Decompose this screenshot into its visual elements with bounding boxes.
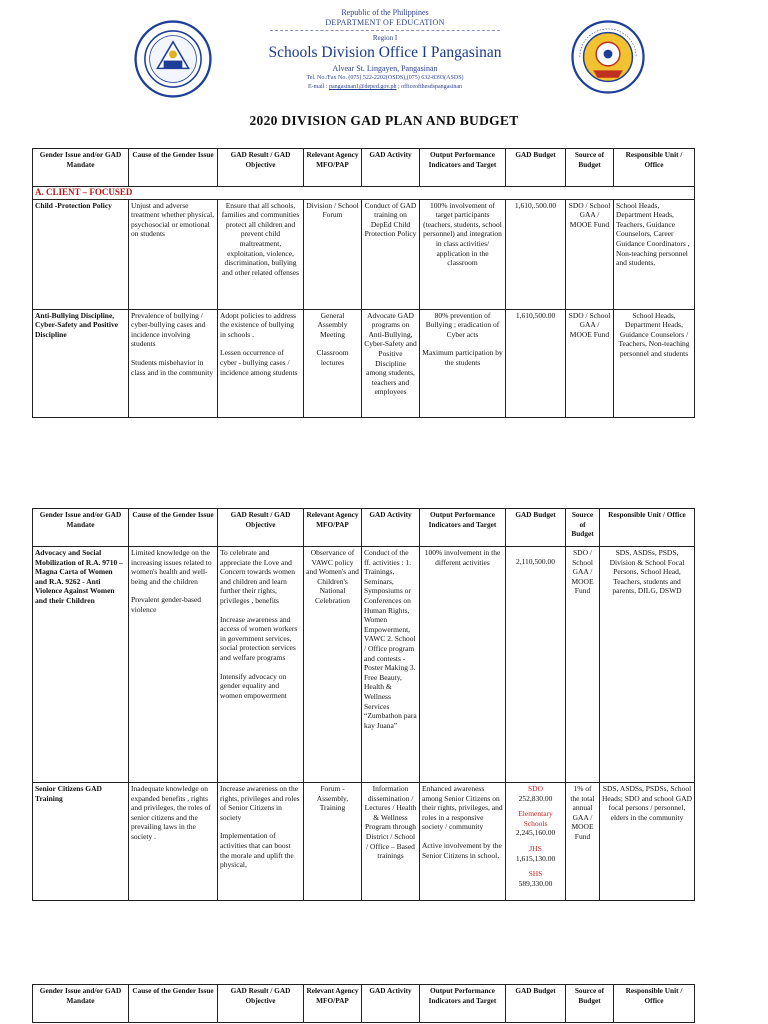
column-header: Output Performance Indicators and Target <box>420 509 506 547</box>
budget-label-sdo: SDO <box>527 784 543 793</box>
cell-activity: Conduct of the ff. activities : 1. Trainings, Seminars, Symposiums or Conferences on Human Rights, Women Empowerment, VAWC 2. School / Office program and contests - Poster Making 3. Free Beauty, Health & Wellness Services “Zumbathon para kay Juana” <box>362 547 420 783</box>
cell-unit: School Heads, Department Heads, Teachers, Guidance Counselors, Career Guidance Coordinators , Non-teaching personnel and students, <box>614 199 695 309</box>
result-text: To celebrate and appreciate the Love and Concern towards women and children and learn further their rights, privileges , benefits <box>220 548 295 605</box>
column-header: Responsible Unit / Office <box>600 509 695 547</box>
column-header: Gender Issue and/or GAD Mandate <box>33 149 129 187</box>
budget-label-shs: SHS <box>528 869 543 879</box>
budget-label-elementary: Elementary Schools <box>518 809 553 828</box>
column-header: Cause of the Gender Issue <box>129 985 218 1023</box>
column-header: GAD Result / GAD Objective <box>218 509 304 547</box>
region-label: Region I <box>372 34 398 42</box>
column-header: Gender Issue and/or GAD Mandate <box>33 985 129 1023</box>
result-text: Intensify advocacy on gender equality and women empowerment <box>220 671 287 700</box>
cell-issue: Advocacy and Social Mobilization of R.A. 9710 – Magna Carta of Women and R.A. 9262 - Anti Violence Against Women and their Children <box>33 547 129 783</box>
result-text: Increase awareness on the rights, privileges and roles of Senior Citizens in society <box>220 784 300 822</box>
cell-result <box>218 547 304 783</box>
letterhead-divider <box>270 30 500 31</box>
column-header: GAD Result / GAD Objective <box>218 149 304 187</box>
cell-issue: Anti-Bullying Discipline, Cyber-Safety and Positive Discipline <box>33 309 129 417</box>
gad-plan-table-1 <box>32 148 695 418</box>
column-header: Responsible Unit / Office <box>614 149 695 187</box>
office-name: Schools Division Office I Pangasinan <box>268 44 502 61</box>
cell-unit: SDS, ASDSs, PSDS, Division & School Focal Persons, School Head, Teachers, students and parents, DILG, DSWD <box>600 547 695 783</box>
result-text: Implementation of activities that can boost the morale and uplift the physical, <box>220 831 294 870</box>
cell-activity: Information dissemination / Lectures / Health & Wellness Program through District / School / Office – Based trainings <box>362 783 420 901</box>
table-header-row <box>33 509 695 547</box>
table-header-row <box>33 149 695 187</box>
column-header: Cause of the Gender Issue <box>129 149 218 187</box>
republic-label: Republic of the Philippines <box>341 8 429 17</box>
output-text: Maximum participation by the students <box>422 348 503 367</box>
cell-budget <box>506 783 566 901</box>
column-header: GAD Budget <box>506 985 566 1023</box>
result-text: Adopt policies to address the existence of bullying in schools . <box>220 310 297 339</box>
column-header: GAD Activity <box>362 509 420 547</box>
budget-value: 2,110,500.00 <box>515 557 556 566</box>
cause-text: Limited knowledge on the increasing issues related to women's health and well-being and the children <box>131 548 212 586</box>
cell-budget: 1,610,500.00 <box>506 309 566 417</box>
budget-value-jhs: 1,615,130.00 <box>515 853 556 863</box>
cell-result <box>218 309 304 417</box>
table-row <box>33 783 695 901</box>
cell-cause: Unjust and adverse treatment whether physical, psychosocial or emotional on students <box>129 199 218 309</box>
cause-text: Students misbehavior in class and in the community <box>131 357 214 377</box>
cell-output: 100% involvement in the different activities <box>420 547 506 783</box>
cell-output <box>420 783 506 901</box>
output-text: Enhanced awareness among Senior Citizens on their rights, privileges, and roles in a responsive society / community <box>422 784 503 832</box>
column-header: Relevant Agency MFO/PAP <box>304 509 362 547</box>
letterhead <box>180 8 590 91</box>
mfo-text: General Assembly Meeting <box>317 310 348 339</box>
email-link[interactable]: pangasinan1@deped.gov.ph <box>329 84 397 90</box>
gad-plan-table-2 <box>32 508 695 901</box>
column-header: Relevant Agency MFO/PAP <box>304 985 362 1023</box>
column-header: GAD Budget <box>506 149 566 187</box>
column-header: GAD Budget <box>506 509 566 547</box>
table-row <box>33 309 695 417</box>
section-label: A. CLIENT – FOCUSED <box>33 187 695 200</box>
cell-unit: SDS, ASDSs, PSDSs, School Heads; SDO and school GAD focal persons / personnel, elders in the community <box>600 783 695 901</box>
cell-output: 100% involvement of target participants (teachers, students, school personnel) and integration in class activities/ application in the classroom <box>420 199 506 309</box>
column-header: GAD Activity <box>362 149 420 187</box>
cell-budget: 1,610,.500.00 <box>506 199 566 309</box>
output-text: 80% prevention of Bullying ; eradication of Cyber acts <box>425 310 500 339</box>
cell-source: SDO / School GAA / MOOE Fund <box>566 199 614 309</box>
column-header: GAD Activity <box>362 985 420 1023</box>
document-title: 2020 DIVISION GAD PLAN AND BUDGET <box>249 113 519 128</box>
column-header: Gender Issue and/or GAD Mandate <box>33 509 129 547</box>
cell-source: SDO / School GAA / MOOE Fund <box>566 309 614 417</box>
column-header: Source of Budget <box>566 509 600 547</box>
column-header: Cause of the Gender Issue <box>129 509 218 547</box>
cause-text: Prevalence of bullying / cyber-bullying cases and incidence involving students <box>131 310 206 349</box>
result-text: Lessen occurrence of cyber - bullying cases / incidence among students <box>220 348 298 377</box>
table-row <box>33 547 695 783</box>
department-label: DEPARTMENT OF EDUCATION <box>325 18 445 27</box>
gad-plan-table-3 <box>32 984 695 1023</box>
cell-mfo: Observance of VAWC policy and Women's and Children's National Celebration <box>304 547 362 783</box>
mfo-text: Classroom lectures <box>316 348 349 367</box>
budget-value-sdo: 252,830.00 <box>518 793 553 803</box>
budget-label-jhs: JHS <box>529 843 542 853</box>
cell-activity: Conduct of GAD training on DepEd Child Protection Policy <box>362 199 420 309</box>
column-header: Source of Budget <box>566 985 614 1023</box>
table-row <box>33 199 695 309</box>
cell-cause <box>129 547 218 783</box>
cell-cause: Inadequate knowledge on expanded benefits , rights and privileges, the roles of senior citizens and the prevailing laws in the society . <box>129 783 218 901</box>
column-header: Source of Budget <box>566 149 614 187</box>
cell-cause <box>129 309 218 417</box>
cell-issue: Senior Citizens GAD Training <box>33 783 129 901</box>
cell-result <box>218 783 304 901</box>
cell-unit: School Heads, Department Heads, Guidance Counselors / Teachers, Non-teaching personnel and students <box>614 309 695 417</box>
column-header: Output Performance Indicators and Target <box>420 985 506 1023</box>
cell-budget <box>506 547 566 783</box>
email-rest: ; officeofthesdspangasinan <box>396 84 462 90</box>
budget-value-elementary: 2,245,160.00 <box>515 828 556 838</box>
column-header: Output Performance Indicators and Target <box>420 149 506 187</box>
cause-text: Prevalent gender-based violence <box>131 595 202 614</box>
cell-source: SDO / School GAA / MOOE Fund <box>566 547 600 783</box>
output-text: Active involvement by the Senior Citizens in school, <box>422 840 502 860</box>
cell-mfo: Forum - Assembly, Training <box>304 783 362 901</box>
office-telephone: Tel. No./Fax No. (075) 522-2202(OSDS),(075) 632-8393(ASDS) <box>306 75 464 81</box>
cell-activity: Advocate GAD programs on Anti-Bullying, Cyber-Safety and Positive Discipline among students, teachers and employees <box>362 309 420 417</box>
cell-output <box>420 309 506 417</box>
cell-source: 1% of the total annual GAA / MOOE Fund <box>566 783 600 901</box>
email-label: E-mail : <box>308 84 329 90</box>
column-header: Responsible Unit / Office <box>614 985 695 1023</box>
cell-issue: Child -Protection Policy <box>33 199 129 309</box>
column-header: Relevant Agency MFO/PAP <box>304 149 362 187</box>
section-row <box>33 187 695 200</box>
table-header-row <box>33 985 695 1023</box>
cell-mfo: Division / School Forum <box>304 199 362 309</box>
cell-result: Ensure that all schools, families and communities protect all children and prevent child maltreatment, exploitation, violence, discrimination, bullying and other related offenses <box>218 199 304 309</box>
cell-mfo <box>304 309 362 417</box>
budget-value-shs: 589,330.00 <box>518 878 553 888</box>
result-text: Increase awareness and access of women workers in government services, social protection services and welfare programs <box>220 614 298 662</box>
column-header: GAD Result / GAD Objective <box>218 985 304 1023</box>
office-email <box>180 83 590 91</box>
office-address: Alvear St. Lingayen, Pangasinan <box>332 64 438 73</box>
